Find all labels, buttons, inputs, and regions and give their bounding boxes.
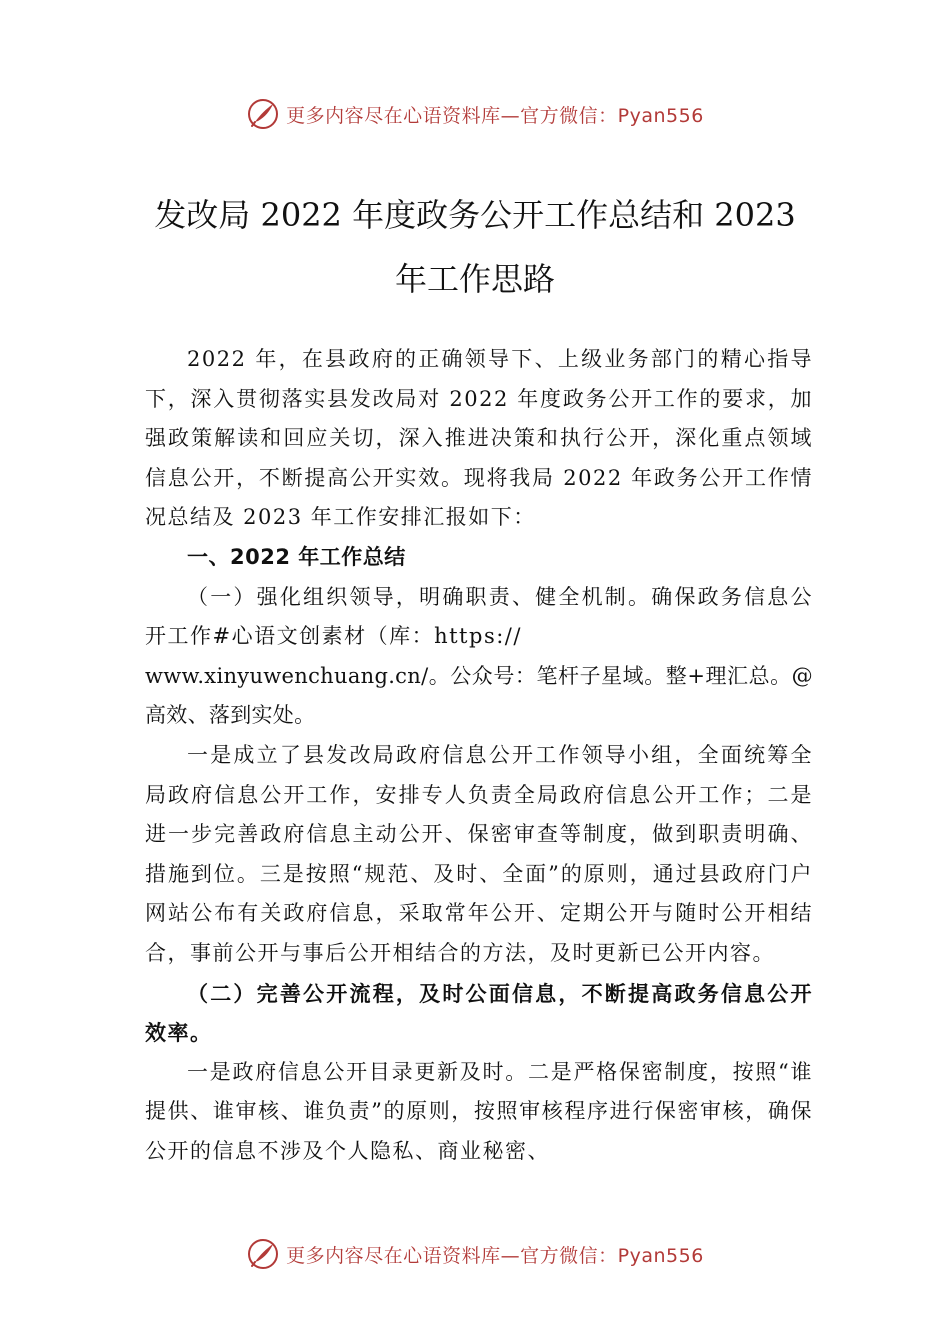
feather-pen-logo-icon (246, 97, 280, 131)
document-title (120, 183, 830, 311)
feather-pen-logo-icon (246, 1237, 280, 1271)
section-heading-2: （二）完善公开流程，及时公面信息，不断提高政务信息公开效率。 (145, 980, 813, 1046)
section1-lead-paragraph: （一）强化组织领导，明确职责、健全机制。确保政务信息公开工作#心语文创素材（库：https:// (145, 584, 813, 649)
title-line-1: 发改局 2022 年度政务公开工作总结和 2023 (154, 196, 796, 234)
banner-text (286, 1241, 704, 1268)
section-heading-1: 一、2022 年工作总结 (187, 544, 406, 569)
banner-main-text: 更多内容尽在心语资料库— (286, 104, 521, 127)
intro-paragraph: 2022 年，在县政府的正确领导下、上级业务部门的精心指导下，深入贯彻落实县发改局对 2022 年度政务公开工作的要求，加强政策解读和回应关切，深入推进决策和执行公开，深化重点领域信息公开，不断提高公开实效。现将我局 2022 年政务公开工作情况总结及 2023 年工作安排汇报如下： (145, 347, 813, 530)
footer-banner (0, 1234, 950, 1274)
document-body (145, 340, 813, 1171)
section1-lead-continuation: www.xinyuwenchuang.cn/。公众号：笔杆子星域。整+理汇总。@高效、落到实处。 (145, 663, 813, 728)
header-banner (0, 94, 950, 134)
banner-contact-text: 官方微信：Pyan556 (520, 104, 704, 127)
section1-body-paragraph: 一是成立了县发改局政府信息公开工作领导小组，全面统筹全局政府信息公开工作，安排专人负责全局政府信息公开工作；二是进一步完善政府信息主动公开、保密审查等制度，做到职责明确、措施到位。三是按照“规范、及时、全面”的原则，通过县政府门户网站公布有关政府信息，采取常年公开、定期公开与随时公开相结合，事前公开与事后公开相结合的方法，及时更新已公开内容。 (145, 742, 813, 965)
title-line-2: 年工作思路 (394, 260, 555, 298)
section2-body-paragraph: 一是政府信息公开目录更新及时。二是严格保密制度，按照“谁提供、谁审核、谁负责”的原则，按照审核程序进行保密审核，确保公开的信息不涉及个人隐私、商业秘密、 (145, 1059, 813, 1163)
banner-text (286, 101, 704, 128)
banner-contact-text: 官方微信：Pyan556 (520, 1244, 704, 1267)
banner-main-text: 更多内容尽在心语资料库— (286, 1244, 521, 1267)
